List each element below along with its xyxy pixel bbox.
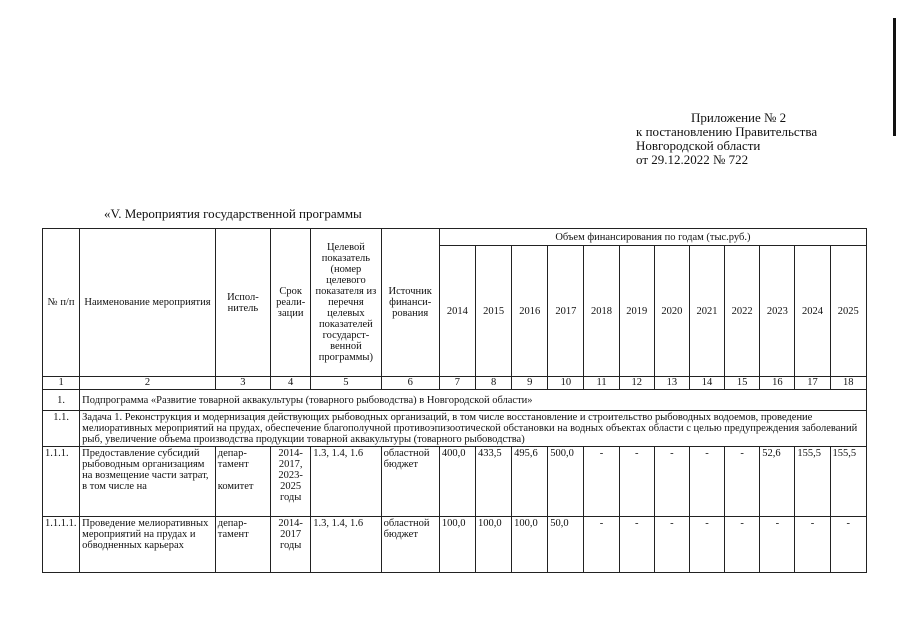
header-year: 2025 [830,246,866,377]
header-source: Источник финанси-рования [381,229,439,377]
row-term: 2014-2017, 2023-2025 годы [271,447,311,517]
measures-table [42,228,867,573]
row-term: 2014-2017 годы [271,517,311,573]
column-number: 5 [311,377,381,390]
section-heading: «V. Мероприятия государственной программы [104,206,362,221]
row-value: - [725,517,760,573]
header-name: Наименование мероприятия [80,229,216,377]
row-number: 1.1.1.1. [43,517,80,573]
header-year: 2015 [475,246,511,377]
appendix-line-2: Новгородской области [636,138,761,153]
row-value: - [689,517,724,573]
column-number: 2 [80,377,216,390]
row-number: 1.1.1. [43,447,80,517]
row-value: - [760,517,795,573]
header-term: Срок реали-зации [271,229,311,377]
row-value: - [619,517,654,573]
column-number: 10 [548,377,584,390]
table-row [43,517,867,573]
column-number: 12 [619,377,654,390]
header-year: 2023 [760,246,795,377]
column-number: 16 [760,377,795,390]
row-executor [215,517,270,573]
row-value: - [830,517,866,573]
header-indicator: Целевой показатель (номер целевого показателя из перечня целевых показателей государст-венной программы) [311,229,381,377]
row-value: - [654,517,689,573]
row-source: областной бюджет [381,447,439,517]
appendix-line-3: от 29.12.2022 № 722 [636,152,749,167]
header-executor: Испол-нитель [215,229,270,377]
row-value: - [725,447,760,517]
column-number: 4 [271,377,311,390]
column-number: 7 [439,377,475,390]
subprogram-title: Подпрограмма «Развитие товарной аквакультуры (товарного рыбоводства) в Новгородской области» [80,390,867,411]
row-value: 495,6 [512,447,548,517]
column-number: 11 [584,377,619,390]
row-value: - [584,517,619,573]
task-number: 1.1. [43,411,80,447]
row-value: - [584,447,619,517]
column-number: 15 [725,377,760,390]
appendix-block [636,111,817,167]
column-number: 6 [381,377,439,390]
row-value: 50,0 [548,517,584,573]
column-number: 17 [795,377,830,390]
header-year: 2020 [654,246,689,377]
row-executor-b: комитет [217,481,254,492]
row-value: 100,0 [439,517,475,573]
task-row [43,411,867,447]
header-year: 2017 [548,246,584,377]
column-number: 3 [215,377,270,390]
row-value: - [619,447,654,517]
row-executor [215,447,270,517]
appendix-title: Приложение № 2 [691,110,787,125]
row-value: 400,0 [439,447,475,517]
column-number: 18 [830,377,866,390]
header-year: 2024 [795,246,830,377]
row-value: 155,5 [830,447,866,517]
header-year: 2022 [725,246,760,377]
row-value: 100,0 [475,517,511,573]
row-value: - [795,517,830,573]
column-number: 13 [654,377,689,390]
row-value: - [654,447,689,517]
appendix-line-1: к постановлению Правительства [636,124,818,139]
table-row [43,447,867,517]
header-year: 2018 [584,246,619,377]
task-text: Задача 1. Реконструкция и модернизация действующих рыбоводных организаций, в том числе восстановление и строительство рыбоводных водоемов, проведение мелиоративных мероприятий на прудах, обеспечение благополучной противоэпизоотической обстановки на водных объектах области с целью предупреждения заболеваний рыб, увеличение объема производства продукции товарной аквакультуры (товарного рыбоводства) [80,411,867,447]
row-value: 100,0 [512,517,548,573]
header-year: 2014 [439,246,475,377]
scan-edge-bar [893,18,896,136]
column-number: 8 [475,377,511,390]
row-value: 500,0 [548,447,584,517]
row-value: - [689,447,724,517]
header-year: 2016 [512,246,548,377]
row-value: 433,5 [475,447,511,517]
column-number: 14 [689,377,724,390]
header-funding: Объем финансирования по годам (тыс.руб.) [439,229,866,246]
column-number: 9 [512,377,548,390]
column-number: 1 [43,377,80,390]
subprogram-number: 1. [43,390,80,411]
header-no: № п/п [43,229,80,377]
row-name: Проведение мелиоративных мероприятий на прудах и обводненных карьерах [80,517,216,573]
subprogram-row [43,390,867,411]
header-year: 2021 [689,246,724,377]
header-year: 2019 [619,246,654,377]
row-indicator: 1.3, 1.4, 1.6 [311,447,381,517]
row-source: областной бюджет [381,517,439,573]
row-indicator: 1.3, 1.4, 1.6 [311,517,381,573]
row-name: Предоставление субсидий рыбоводным организациям на возмещение части затрат, в том числе на [80,447,216,517]
row-value: 52,6 [760,447,795,517]
row-executor-a: депар-тамент [217,518,249,540]
row-value: 155,5 [795,447,830,517]
row-executor-a: депар-тамент [217,448,249,470]
